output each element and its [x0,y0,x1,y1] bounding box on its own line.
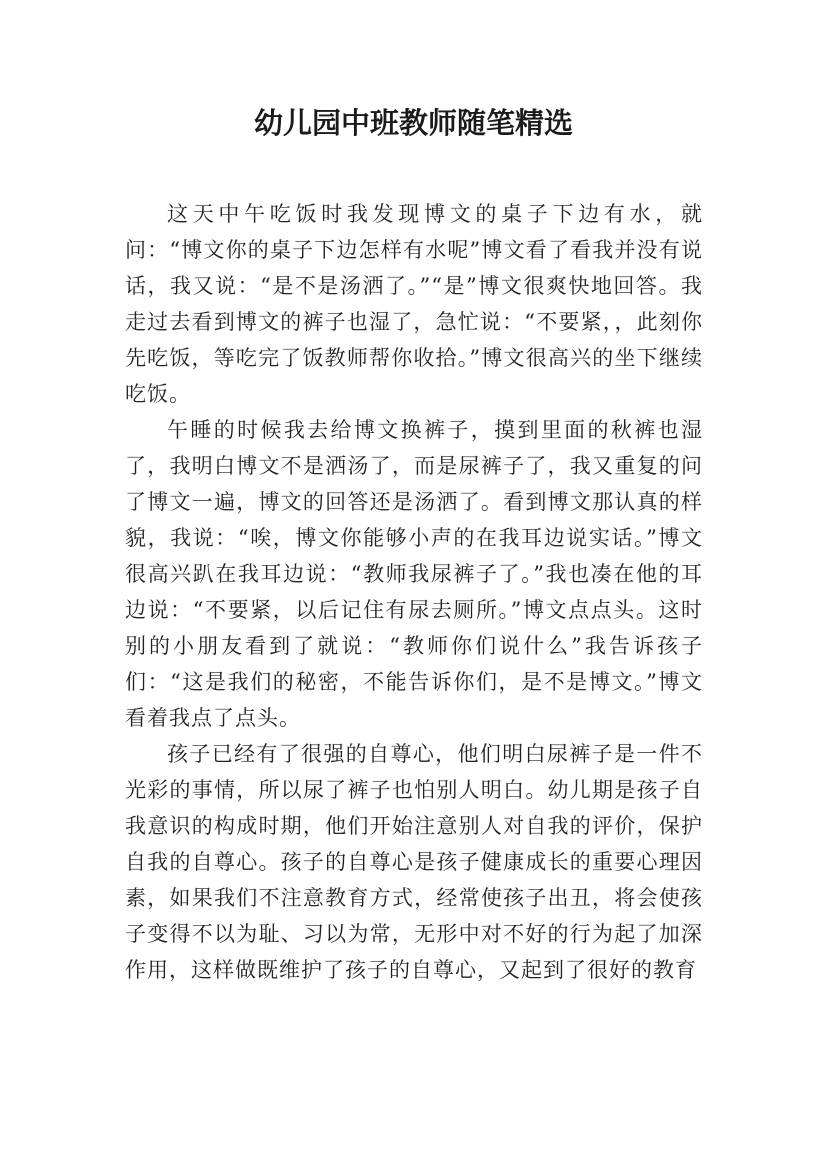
document-title: 幼儿园中班教师随笔精选 [253,106,573,140]
paragraph-2: 午睡的时候我去给博文换裤子，摸到里面的秋裤也湿了，我明白博文不是洒汤了，而是尿裤子了，我又重复的问了博文一遍，博文的回答还是汤洒了。看到博文那认真的样貌，我说：“唉，博文你能够小声的在我耳边说实话。”博文很高兴趴在我耳边说：“教师我尿裤子了。”我也凑在他的耳边说：“不要紧，以后记住有尿去厕所。”博文点点头。这时别的小朋友看到了就说：“教师你们说什么”我告诉孩子们：“这是我们的秘密，不能告诉你们，是不是博文。”博文看着我点了点头。 [125,418,703,730]
paragraph-1: 这天中午吃饭时我发现博文的桌子下边有水，就问：“博文你的桌子下边怎样有水呢”博文看了看我并没有说话，我又说：“是不是汤洒了。”“是”博文很爽快地回答。我走过去看到博文的裤子也湿了，急忙说：“不要紧，，此刻你先吃饭，等吃完了饭教师帮你收拾。”博文很高兴的坐下继续吃饭。 [125,202,703,406]
document-body [125,196,703,988]
paragraph-3: 孩子已经有了很强的自尊心，他们明白尿裤子是一件不光彩的事情，所以尿了裤子也怕别人明白。幼儿期是孩子自我意识的构成时期，他们开始注意别人对自我的评价，保护自我的自尊心。孩子的自尊心是孩子健康成长的重要心理因素，如果我们不注意教育方式，经常使孩子出丑，将会使孩子变得不以为耻、习以为常，无形中对不好的行为起了加深作用，这样做既维护了孩子的自尊心，又起到了很好的教育 [125,742,703,982]
